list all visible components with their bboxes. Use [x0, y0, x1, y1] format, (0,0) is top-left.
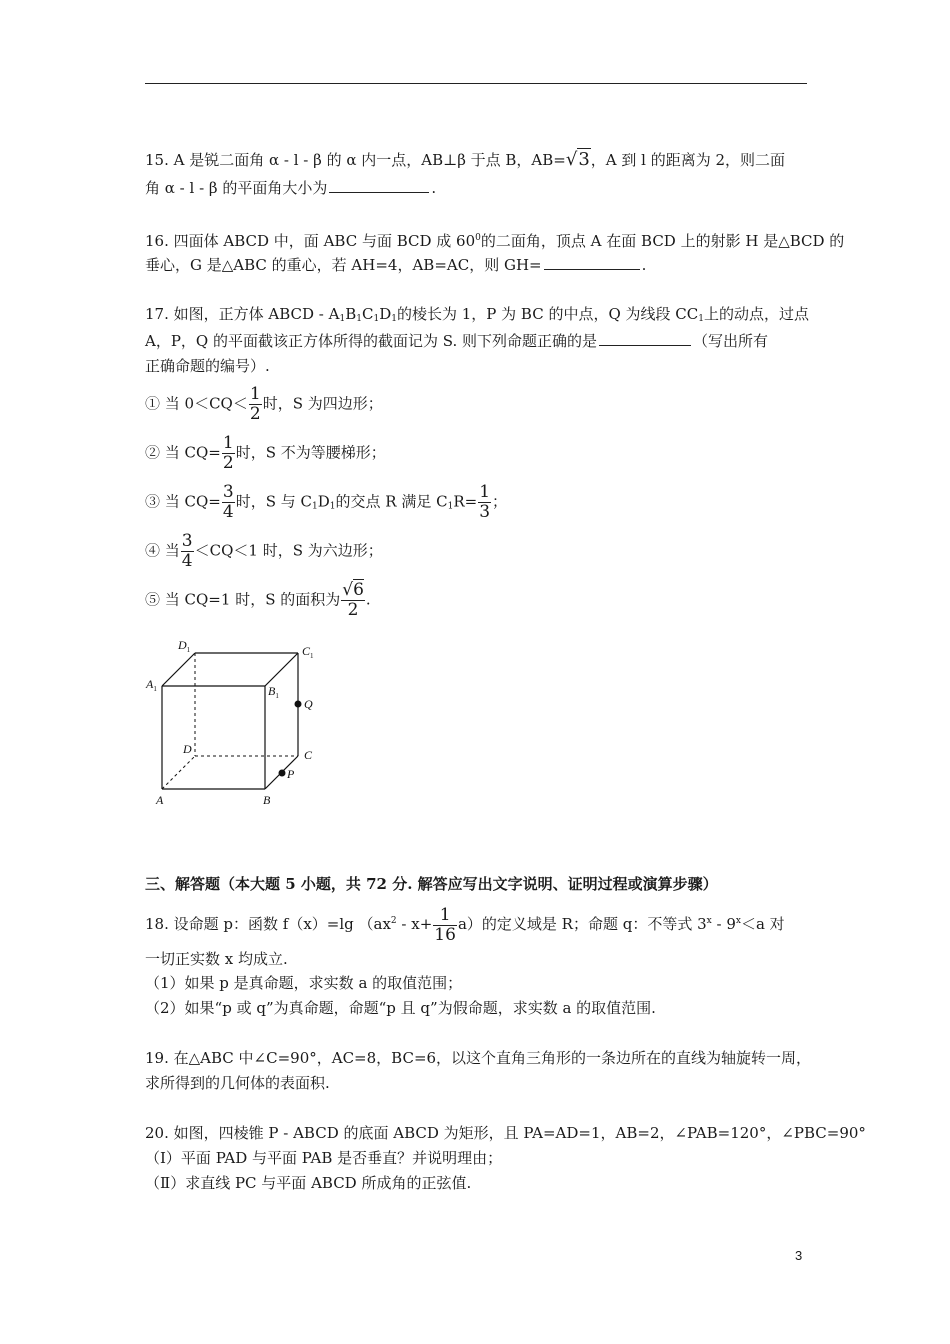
q16-line2: 垂心，G 是△ABC 的重心，若 AH=4，AB=AC，则 GH= .: [145, 256, 647, 274]
q18-part1: （1）如果 p 是真命题，求实数 a 的取值范围；: [145, 974, 463, 992]
fraction: $\frac{3}{4}$: [222, 482, 234, 522]
label-p: P: [287, 767, 295, 781]
q16-line1: 16. 四面体 ABCD 中，面 ABC 与面 BCD 成 $60^0$的二面角，顶点 A 在面 BCD 上的射影 H 是△BCD 的: [145, 232, 845, 250]
label-c: C: [304, 748, 313, 762]
q18-part2: （2）如果“p 或 q”为真命题，命题“p 且 q”为假命题，求实数 a 的取值范围.: [145, 999, 656, 1017]
q15-line1: [145, 150, 785, 170]
q17-option-1: ① 当 0＜CQ＜ $\frac{1}{2}$ 时，S 为四边形；: [145, 384, 383, 424]
sqrt: √6: [342, 580, 364, 600]
header-rule: [145, 83, 807, 84]
fraction: $\frac{1}{2}$: [222, 433, 234, 473]
q15-answer-blank[interactable]: [329, 177, 429, 193]
q17-answer-blank[interactable]: [599, 330, 691, 346]
page-number: 3: [795, 1248, 803, 1263]
label-b1: $B_1$: [268, 684, 279, 700]
q19-line2: 求所得到的几何体的表面积.: [145, 1074, 330, 1092]
q19-line1: 19. 在△ABC 中∠C=90°，AC=8，BC=6，以这个直角三角形的一条边所在的直线为轴旋转一周，: [145, 1049, 812, 1067]
edge-b1c1: [265, 653, 298, 686]
q17-line2: A，P，Q 的平面截该正方体所得的截面记为 S. 则下列命题正确的是 （写出所有: [145, 332, 769, 350]
q20-line1: 20. 如图，四棱锥 P - ABCD 的底面 ABCD 为矩形，且 PA=AD=1，AB=2，∠PAB=120°，∠PBC=90°: [145, 1124, 866, 1142]
label-b: B: [263, 793, 271, 807]
q17-option-2: ② 当 CQ= $\frac{1}{2}$ 时，S 不为等腰梯形；: [145, 433, 386, 473]
q15-line2: 角 α - l - β 的平面角大小为 .: [145, 179, 437, 197]
q16-answer-blank[interactable]: [544, 254, 640, 270]
q20-part2: （Ⅱ）求直线 PC 与平面 ABCD 所成角的正弦值.: [145, 1174, 472, 1192]
fraction: $\frac{√6}{2}$: [342, 580, 364, 620]
fraction: $\frac{1}{16}$: [434, 904, 456, 945]
q17-option-5: ⑤ 当 CQ=1 时，S 的面积为 $\frac{√6}{2}$ .: [145, 580, 371, 620]
section3-heading: 三、解答题（本大题 5 小题，共 72 分. 解答应写出文字说明、证明过程或演算步骤）: [145, 875, 718, 893]
q15-text-b: ，A 到 l 的距离为 2，则二面: [590, 151, 786, 169]
edge-a1d1: [162, 653, 195, 686]
fraction: $\frac{3}{4}$: [181, 531, 193, 571]
q15-text-a: 15. A 是锐二面角 α - l - β 的 α 内一点，AB⊥β 于点 B，AB=: [145, 151, 566, 169]
q17-line1: 17. 如图，正方体 ABCD - $A_1B_1C_1D_1$的棱长为 1，P 为 BC 的中点，Q 为线段 $CC_1$上的动点，过点: [145, 305, 809, 324]
q18-line1: 18. 设命题 p：函数 f（x）=lg （$ax^2 - x+$ $\frac{1}{16}$ a）的定义域是 R；命题 q：不等式 $3^x - 9^x<a$ 对: [145, 904, 785, 945]
label-a1: $A_1$: [146, 677, 157, 693]
q20-part1: （Ⅰ）平面 PAD 与平面 PAB 是否垂直？并说明理由；: [145, 1149, 503, 1167]
cube-figure: [140, 632, 340, 817]
label-a: A: [156, 793, 164, 807]
q17-line3: 正确命题的编号）.: [145, 357, 270, 375]
fraction: $\frac{1}{3}$: [479, 482, 491, 522]
q17-option-3: ③ 当 CQ= $\frac{3}{4}$ 时，S 与 $C_1D_1$的交点 R 满足 $C_1R=$ $\frac{1}{3}$ ；: [145, 482, 508, 522]
q18-line2: 一切正实数 x 均成立.: [145, 950, 288, 968]
label-q: Q: [304, 697, 313, 711]
label-d: D: [183, 742, 192, 756]
label-d1: $D_1$: [178, 638, 191, 654]
q17-option-4: ④ 当 $\frac{3}{4}$ ＜CQ＜1 时，S 为六边形；: [145, 531, 383, 571]
hidden-edge-ad: [162, 756, 195, 789]
q15-sqrt: √3: [565, 149, 590, 170]
point-p: [279, 770, 286, 777]
fraction: $\frac{1}{2}$: [249, 384, 261, 424]
point-q: [295, 701, 302, 708]
label-c1: $C_1$: [302, 644, 314, 660]
